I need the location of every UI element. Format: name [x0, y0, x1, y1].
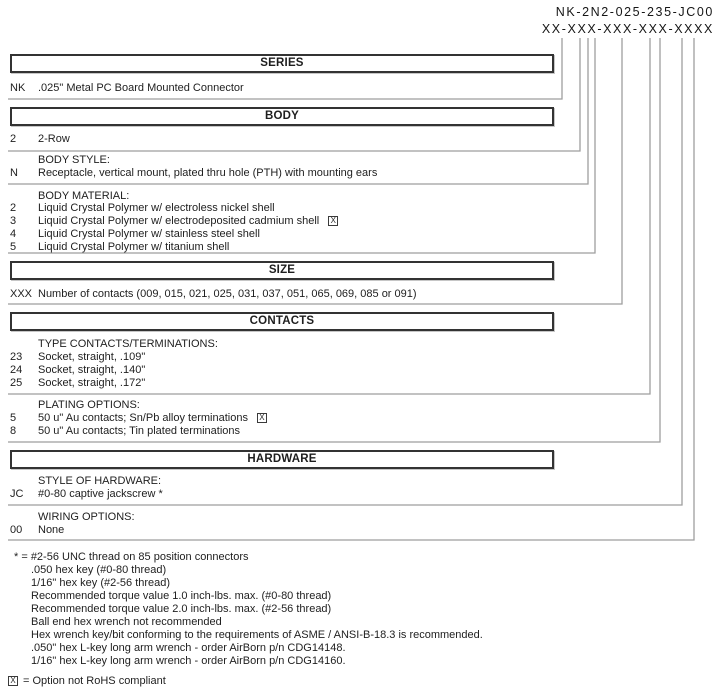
body-material-desc: Liquid Crystal Polymer w/ stainless steel shell — [38, 228, 260, 240]
body-row — [10, 133, 70, 145]
series-code: NK — [10, 82, 26, 94]
rohs-legend-text: = Option not RoHS compliant — [23, 675, 166, 687]
body-material-row — [10, 241, 229, 253]
body-material-code: 5 — [10, 241, 17, 253]
body-style-label: BODY STYLE: — [38, 154, 110, 166]
contacts-type-desc: Socket, straight, .109" — [38, 351, 146, 363]
body-material-row — [10, 202, 275, 214]
rohs-legend — [8, 675, 166, 687]
contacts-type-code: 25 — [10, 377, 23, 389]
contacts-type-desc: Socket, straight, .172" — [38, 377, 146, 389]
plating-desc: 50 u" Au contacts; Tin plated terminations — [38, 425, 241, 437]
contacts-type-code: 23 — [10, 351, 23, 363]
body-material-row — [10, 215, 338, 227]
body-material-code: 3 — [10, 215, 17, 227]
size-desc: Number of contacts (009, 015, 021, 025, 031, 037, 051, 065, 069, 085 or 091) — [38, 288, 417, 300]
contacts-type-label: TYPE CONTACTS/TERMINATIONS: — [38, 338, 218, 350]
section-header-size: SIZE — [10, 261, 554, 280]
hardware-style-label: STYLE OF HARDWARE: — [38, 475, 162, 487]
part-number-mask: XX-XXX-XXX-XXX-XXXX — [541, 22, 714, 36]
section-header-series: SERIES — [10, 54, 554, 73]
plating-code: 8 — [10, 425, 17, 437]
contacts-type-code: 24 — [10, 364, 23, 376]
plating-label: PLATING OPTIONS: — [38, 399, 140, 411]
plating-code: 5 — [10, 412, 17, 424]
section-header-body: BODY — [10, 107, 554, 126]
section-header-hardware: HARDWARE — [10, 450, 554, 469]
series-desc: .025" Metal PC Board Mounted Connector — [38, 82, 244, 94]
hardware-style-row — [10, 488, 163, 500]
body-material-desc: Liquid Crystal Polymer w/ electroless nickel shell — [38, 202, 275, 214]
contacts-type-row — [10, 351, 145, 363]
body-code: 2 — [10, 133, 17, 145]
contacts-type-row — [10, 377, 145, 389]
part-number: NK-2N2-025-235-JC00 — [555, 5, 714, 19]
wiring-code: 00 — [10, 524, 23, 536]
body-style-code: N — [10, 167, 18, 179]
body-style-row — [10, 167, 377, 179]
size-code: XXX — [10, 288, 33, 300]
plating-row — [10, 425, 240, 437]
wiring-label: WIRING OPTIONS: — [38, 511, 135, 523]
wiring-desc: None — [38, 524, 65, 536]
footnote-line: * = #2-56 UNC thread on 85 position connectors — [14, 551, 249, 563]
size-row — [10, 288, 417, 300]
series-row — [10, 82, 244, 94]
footnote-line: .050" hex L-key long arm wrench - order AirBorn p/n CDG14148. — [31, 642, 346, 654]
wiring-row — [10, 524, 64, 536]
body-material-code: 2 — [10, 202, 17, 214]
footnote-line: 1/16" hex key (#2-56 thread) — [31, 577, 171, 589]
footnote-line: 1/16" hex L-key long arm wrench - order AirBorn p/n CDG14160. — [31, 655, 346, 667]
body-material-desc: Liquid Crystal Polymer w/ electrodeposited cadmium shell — [38, 215, 320, 227]
footnote-line: .050 hex key (#0-80 thread) — [31, 564, 167, 576]
body-material-label: BODY MATERIAL: — [38, 190, 130, 202]
section-header-contacts: CONTACTS — [10, 312, 554, 331]
contacts-type-desc: Socket, straight, .140" — [38, 364, 146, 376]
hardware-style-code: JC — [10, 488, 24, 500]
plating-desc: 50 u" Au contacts; Sn/Pb alloy terminations — [38, 412, 248, 424]
footnote-line: Recommended torque value 1.0 inch-lbs. max. (#0-80 thread) — [31, 590, 332, 602]
body-style-desc: Receptacle, vertical mount, plated thru hole (PTH) with mounting ears — [38, 167, 378, 179]
body-material-desc: Liquid Crystal Polymer w/ titanium shell — [38, 241, 230, 253]
not-rohs-icon: X — [8, 676, 18, 686]
footnote-line: Hex wrench key/bit conforming to the requirements of ASME / ANSI-B-18.3 is recommended. — [31, 629, 483, 641]
not-rohs-icon: X — [328, 216, 338, 226]
plating-row — [10, 412, 267, 424]
hardware-style-desc: #0-80 captive jackscrew * — [38, 488, 163, 500]
contacts-type-row — [10, 364, 145, 376]
footnote-line: Ball end hex wrench not recommended — [31, 616, 222, 628]
body-material-row — [10, 228, 260, 240]
footnote-line: Recommended torque value 2.0 inch-lbs. max. (#2-56 thread) — [31, 603, 332, 615]
body-desc: 2-Row — [38, 133, 70, 145]
body-material-code: 4 — [10, 228, 17, 240]
not-rohs-icon: X — [257, 413, 267, 423]
